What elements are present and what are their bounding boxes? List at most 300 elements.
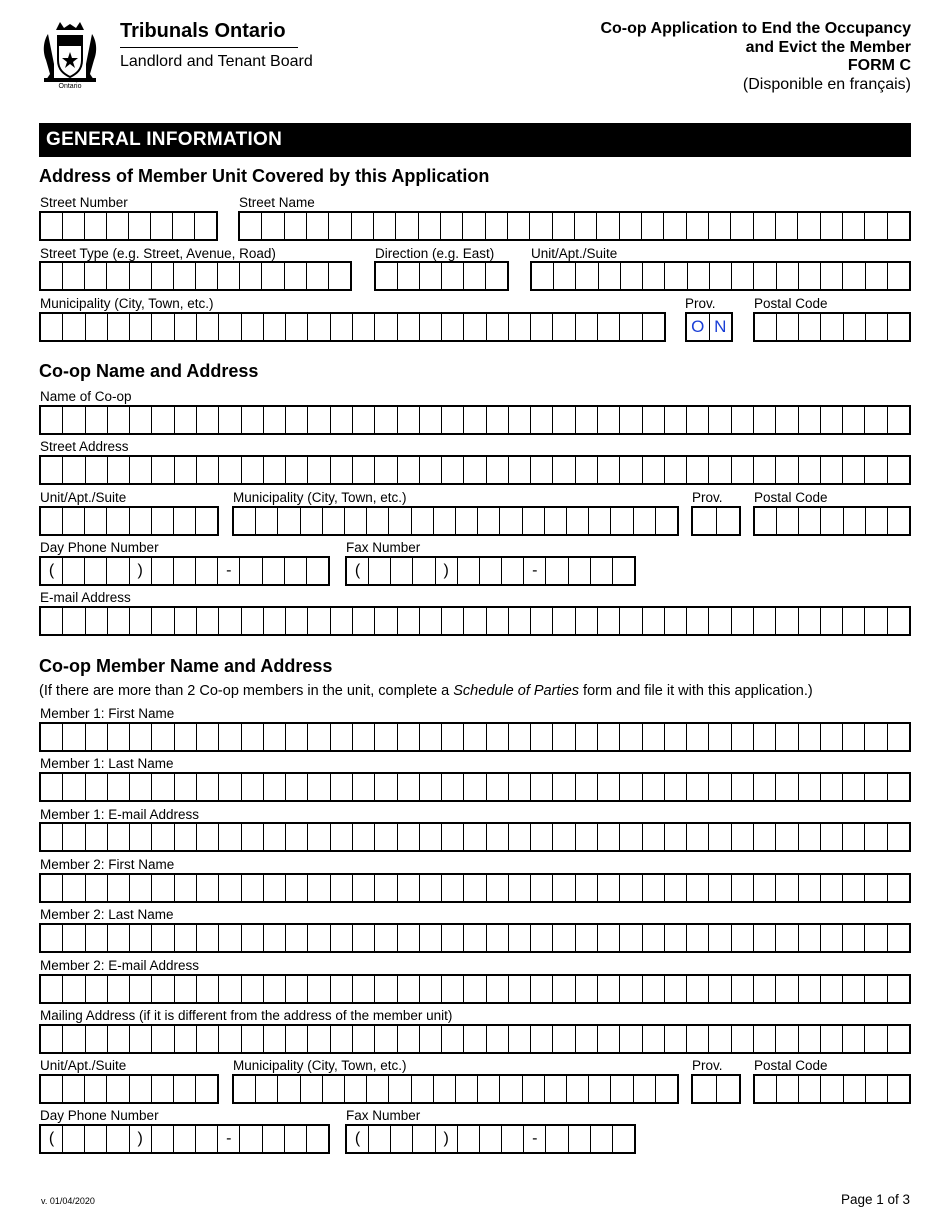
char-cell[interactable]	[730, 213, 752, 239]
char-cell[interactable]	[655, 508, 677, 534]
char-cell[interactable]	[597, 875, 619, 901]
char-cell[interactable]	[284, 263, 306, 289]
char-cell[interactable]	[107, 774, 129, 800]
char-cell[interactable]	[374, 824, 396, 850]
char-cell[interactable]	[41, 314, 62, 340]
char-cell[interactable]: -	[217, 558, 239, 584]
char-cell[interactable]	[85, 774, 107, 800]
char-cell[interactable]	[664, 976, 686, 1002]
char-cell[interactable]	[390, 558, 412, 584]
char-cell[interactable]	[642, 976, 664, 1002]
char-cell[interactable]	[441, 263, 463, 289]
char-cell[interactable]	[693, 1076, 716, 1102]
char-cell[interactable]	[234, 508, 255, 534]
char-cell[interactable]: (	[354, 562, 361, 579]
char-cell[interactable]	[864, 774, 886, 800]
char-cell[interactable]	[776, 1076, 798, 1102]
char-cell[interactable]	[597, 457, 619, 483]
char-cell[interactable]	[865, 314, 887, 340]
char-cell[interactable]	[285, 925, 307, 951]
char-cell[interactable]	[418, 213, 440, 239]
char-cell[interactable]	[307, 976, 329, 1002]
char-cell[interactable]	[441, 925, 463, 951]
char-cell[interactable]	[151, 407, 173, 433]
char-cell[interactable]	[798, 774, 820, 800]
char-cell[interactable]	[129, 824, 151, 850]
char-cell[interactable]	[107, 1026, 129, 1052]
char-cell[interactable]	[865, 508, 887, 534]
char-cell[interactable]	[300, 508, 322, 534]
char-cell[interactable]: -	[523, 1126, 545, 1152]
char-cell[interactable]	[552, 724, 574, 750]
char-cell[interactable]	[486, 824, 508, 850]
char-cell[interactable]	[865, 263, 887, 289]
char-cell[interactable]	[41, 1026, 62, 1052]
char-cell[interactable]	[552, 774, 574, 800]
char-cell[interactable]	[263, 1026, 285, 1052]
char-cell[interactable]	[352, 1026, 374, 1052]
char-cell[interactable]	[41, 1076, 62, 1102]
char-cell[interactable]	[708, 407, 730, 433]
char-cell[interactable]	[107, 824, 129, 850]
char-cell[interactable]	[373, 213, 395, 239]
char-cell[interactable]	[530, 976, 552, 1002]
char-cell[interactable]	[196, 774, 218, 800]
char-cell[interactable]	[195, 1076, 217, 1102]
char-cell[interactable]	[419, 824, 441, 850]
char-cell[interactable]	[463, 407, 485, 433]
char-cell[interactable]	[544, 1076, 566, 1102]
char-cell[interactable]	[588, 508, 610, 534]
char-cell[interactable]	[307, 774, 329, 800]
char-cell[interactable]	[486, 875, 508, 901]
char-cell[interactable]	[798, 263, 820, 289]
char-cell[interactable]	[150, 213, 172, 239]
char-cell[interactable]	[708, 213, 730, 239]
char-cell[interactable]	[731, 976, 753, 1002]
char-cell[interactable]	[62, 608, 84, 634]
char-cell[interactable]	[173, 508, 195, 534]
m2-last-input[interactable]	[39, 923, 911, 953]
char-cell[interactable]	[440, 213, 462, 239]
char-cell[interactable]	[797, 213, 819, 239]
char-cell[interactable]	[619, 875, 641, 901]
char-cell[interactable]	[619, 213, 641, 239]
member-prov-input[interactable]	[691, 1074, 741, 1104]
char-cell[interactable]	[218, 875, 240, 901]
char-cell[interactable]	[419, 457, 441, 483]
char-cell[interactable]	[597, 824, 619, 850]
char-cell[interactable]	[41, 263, 62, 289]
char-cell[interactable]	[174, 774, 196, 800]
char-cell[interactable]	[842, 608, 864, 634]
char-cell[interactable]	[84, 508, 106, 534]
char-cell[interactable]	[753, 724, 775, 750]
char-cell[interactable]	[352, 875, 374, 901]
char-cell[interactable]	[395, 213, 417, 239]
char-cell[interactable]	[552, 407, 574, 433]
char-cell[interactable]	[41, 724, 62, 750]
char-cell[interactable]	[731, 724, 753, 750]
char-cell[interactable]	[328, 213, 350, 239]
char-cell[interactable]	[85, 314, 107, 340]
char-cell[interactable]	[285, 1026, 307, 1052]
char-cell[interactable]: )	[435, 1126, 457, 1152]
char-cell[interactable]	[842, 724, 864, 750]
char-cell[interactable]	[374, 774, 396, 800]
char-cell[interactable]	[798, 875, 820, 901]
char-cell[interactable]	[106, 508, 128, 534]
member-postal-input[interactable]	[753, 1074, 911, 1104]
char-cell[interactable]	[798, 976, 820, 1002]
char-cell[interactable]	[84, 263, 106, 289]
char-cell[interactable]	[575, 1026, 597, 1052]
char-cell[interactable]	[633, 508, 655, 534]
char-cell[interactable]	[501, 558, 523, 584]
char-cell[interactable]	[107, 925, 129, 951]
char-cell[interactable]	[755, 508, 776, 534]
char-cell[interactable]	[241, 457, 263, 483]
char-cell[interactable]: (	[48, 1130, 55, 1147]
char-cell[interactable]	[397, 314, 419, 340]
char-cell[interactable]	[41, 457, 62, 483]
char-cell[interactable]	[477, 508, 499, 534]
char-cell[interactable]	[457, 558, 479, 584]
char-cell[interactable]	[642, 407, 664, 433]
char-cell[interactable]	[441, 314, 463, 340]
char-cell[interactable]	[486, 925, 508, 951]
char-cell[interactable]	[352, 976, 374, 1002]
char-cell[interactable]	[755, 314, 776, 340]
char-cell[interactable]	[887, 608, 909, 634]
char-cell[interactable]	[62, 875, 84, 901]
char-cell[interactable]	[263, 314, 285, 340]
char-cell[interactable]	[843, 508, 865, 534]
char-cell[interactable]: )	[435, 558, 457, 584]
char-cell[interactable]	[552, 213, 574, 239]
char-cell[interactable]	[864, 1026, 886, 1052]
char-cell[interactable]	[263, 976, 285, 1002]
char-cell[interactable]	[552, 457, 574, 483]
char-cell[interactable]	[842, 213, 864, 239]
char-cell[interactable]	[530, 774, 552, 800]
char-cell[interactable]	[106, 263, 128, 289]
member-municipality-input[interactable]	[232, 1074, 679, 1104]
char-cell[interactable]	[218, 314, 240, 340]
char-cell[interactable]	[820, 774, 842, 800]
char-cell[interactable]	[41, 407, 62, 433]
char-cell[interactable]	[798, 824, 820, 850]
char-cell[interactable]	[708, 875, 730, 901]
char-cell[interactable]	[864, 407, 886, 433]
char-cell[interactable]	[864, 608, 886, 634]
char-cell[interactable]	[374, 724, 396, 750]
char-cell[interactable]	[486, 608, 508, 634]
char-cell[interactable]	[128, 213, 150, 239]
char-cell[interactable]	[775, 976, 797, 1002]
char-cell[interactable]	[462, 213, 484, 239]
char-cell[interactable]	[597, 976, 619, 1002]
char-cell[interactable]	[151, 1126, 173, 1152]
char-cell[interactable]	[196, 457, 218, 483]
char-cell[interactable]	[411, 1076, 433, 1102]
char-cell[interactable]	[151, 263, 173, 289]
char-cell[interactable]	[530, 407, 552, 433]
char-cell[interactable]	[619, 976, 641, 1002]
char-cell[interactable]	[655, 1076, 677, 1102]
char-cell[interactable]	[41, 774, 62, 800]
char-cell[interactable]	[397, 407, 419, 433]
char-cell[interactable]	[455, 508, 477, 534]
char-cell[interactable]	[277, 508, 299, 534]
char-cell[interactable]	[218, 608, 240, 634]
char-cell[interactable]	[366, 508, 388, 534]
char-cell[interactable]	[240, 213, 261, 239]
char-cell[interactable]	[62, 1076, 84, 1102]
char-cell[interactable]	[374, 925, 396, 951]
member-fax-input[interactable]	[345, 1124, 636, 1154]
char-cell[interactable]	[463, 263, 485, 289]
char-cell[interactable]	[174, 407, 196, 433]
char-cell[interactable]	[374, 1026, 396, 1052]
char-cell[interactable]	[463, 824, 485, 850]
char-cell[interactable]: (	[354, 1130, 361, 1147]
char-cell[interactable]	[686, 925, 708, 951]
char-cell[interactable]	[693, 508, 716, 534]
char-cell[interactable]	[41, 824, 62, 850]
char-cell[interactable]	[842, 824, 864, 850]
char-cell[interactable]	[173, 1076, 195, 1102]
char-cell[interactable]	[566, 508, 588, 534]
char-cell[interactable]	[330, 724, 352, 750]
char-cell[interactable]	[820, 457, 842, 483]
char-cell[interactable]	[716, 508, 740, 534]
char-cell[interactable]	[441, 608, 463, 634]
char-cell[interactable]	[610, 1076, 632, 1102]
char-cell[interactable]	[664, 407, 686, 433]
char-cell[interactable]	[463, 1026, 485, 1052]
char-cell[interactable]	[753, 263, 775, 289]
char-cell[interactable]	[708, 976, 730, 1002]
char-cell[interactable]	[217, 263, 239, 289]
char-cell[interactable]	[307, 824, 329, 850]
char-cell[interactable]	[107, 608, 129, 634]
char-cell[interactable]	[709, 263, 731, 289]
char-cell[interactable]	[263, 407, 285, 433]
char-cell[interactable]	[508, 925, 530, 951]
char-cell[interactable]	[664, 925, 686, 951]
char-cell[interactable]	[151, 976, 173, 1002]
char-cell[interactable]	[196, 608, 218, 634]
char-cell[interactable]	[330, 824, 352, 850]
char-cell[interactable]	[575, 875, 597, 901]
char-cell[interactable]	[664, 824, 686, 850]
char-cell[interactable]	[129, 1026, 151, 1052]
char-cell[interactable]	[486, 976, 508, 1002]
char-cell[interactable]	[196, 407, 218, 433]
char-cell[interactable]	[129, 508, 151, 534]
char-cell[interactable]	[820, 724, 842, 750]
char-cell[interactable]	[397, 774, 419, 800]
char-cell[interactable]	[129, 608, 151, 634]
char-cell[interactable]	[798, 1026, 820, 1052]
char-cell[interactable]	[553, 263, 575, 289]
char-cell[interactable]	[887, 824, 909, 850]
char-cell[interactable]	[330, 314, 352, 340]
char-cell[interactable]	[106, 213, 128, 239]
char-cell[interactable]	[307, 314, 329, 340]
char-cell[interactable]	[262, 558, 284, 584]
char-cell[interactable]	[196, 925, 218, 951]
char-cell[interactable]	[545, 1126, 567, 1152]
char-cell[interactable]	[330, 774, 352, 800]
char-cell[interactable]	[820, 314, 842, 340]
char-cell[interactable]	[419, 1026, 441, 1052]
char-cell[interactable]	[397, 724, 419, 750]
char-cell[interactable]	[106, 1076, 128, 1102]
char-cell[interactable]	[241, 774, 263, 800]
m2-first-input[interactable]	[39, 873, 911, 903]
char-cell[interactable]	[588, 1076, 610, 1102]
char-cell[interactable]	[195, 508, 217, 534]
char-cell[interactable]	[241, 976, 263, 1002]
char-cell[interactable]	[218, 724, 240, 750]
char-cell[interactable]	[397, 925, 419, 951]
char-cell[interactable]	[820, 407, 842, 433]
char-cell[interactable]	[731, 457, 753, 483]
char-cell[interactable]	[62, 213, 84, 239]
char-cell[interactable]	[330, 608, 352, 634]
char-cell[interactable]	[552, 976, 574, 1002]
member-unit-input[interactable]	[39, 1074, 219, 1104]
char-cell[interactable]	[107, 407, 129, 433]
coop-street-input[interactable]	[39, 455, 911, 485]
char-cell[interactable]	[686, 774, 708, 800]
char-cell[interactable]	[686, 724, 708, 750]
char-cell[interactable]	[887, 875, 909, 901]
char-cell[interactable]	[457, 1126, 479, 1152]
m1-last-input[interactable]	[39, 772, 911, 802]
char-cell[interactable]	[218, 824, 240, 850]
char-cell[interactable]	[441, 407, 463, 433]
m2-email-input[interactable]	[39, 974, 911, 1004]
char-cell[interactable]	[84, 558, 106, 584]
char-cell[interactable]	[151, 1076, 173, 1102]
char-cell[interactable]	[151, 558, 173, 584]
char-cell[interactable]	[864, 824, 886, 850]
char-cell[interactable]	[753, 608, 775, 634]
char-cell[interactable]	[84, 213, 106, 239]
char-cell[interactable]	[552, 608, 574, 634]
char-cell[interactable]	[307, 1026, 329, 1052]
char-cell[interactable]	[455, 1076, 477, 1102]
char-cell[interactable]	[686, 976, 708, 1002]
char-cell[interactable]	[151, 824, 173, 850]
char-cell[interactable]	[597, 608, 619, 634]
char-cell[interactable]	[397, 1026, 419, 1052]
char-cell[interactable]	[129, 774, 151, 800]
char-cell[interactable]	[62, 976, 84, 1002]
char-cell[interactable]	[477, 1076, 499, 1102]
char-cell[interactable]	[419, 976, 441, 1002]
char-cell[interactable]	[330, 1026, 352, 1052]
char-cell[interactable]	[151, 508, 173, 534]
char-cell[interactable]	[820, 213, 842, 239]
char-cell[interactable]	[842, 457, 864, 483]
char-cell[interactable]	[842, 976, 864, 1002]
char-cell[interactable]	[300, 1076, 322, 1102]
char-cell[interactable]	[306, 263, 328, 289]
char-cell[interactable]	[842, 774, 864, 800]
char-cell[interactable]	[151, 457, 173, 483]
char-cell[interactable]	[664, 457, 686, 483]
char-cell[interactable]	[196, 724, 218, 750]
char-cell[interactable]	[62, 724, 84, 750]
char-cell[interactable]	[486, 774, 508, 800]
char-cell[interactable]	[41, 875, 62, 901]
char-cell[interactable]	[441, 1026, 463, 1052]
char-cell[interactable]: )	[129, 558, 151, 584]
char-cell[interactable]	[486, 314, 508, 340]
char-cell[interactable]	[775, 608, 797, 634]
char-cell[interactable]	[62, 558, 84, 584]
char-cell[interactable]	[619, 724, 641, 750]
char-cell[interactable]	[106, 1126, 128, 1152]
char-cell[interactable]	[330, 976, 352, 1002]
char-cell[interactable]	[174, 457, 196, 483]
char-cell[interactable]	[642, 1026, 664, 1052]
char-cell[interactable]	[731, 824, 753, 850]
char-cell[interactable]	[352, 314, 374, 340]
char-cell[interactable]	[218, 1026, 240, 1052]
char-cell[interactable]	[708, 608, 730, 634]
char-cell[interactable]	[731, 774, 753, 800]
char-cell[interactable]	[374, 407, 396, 433]
char-cell[interactable]	[129, 1076, 151, 1102]
char-cell[interactable]	[277, 1076, 299, 1102]
char-cell[interactable]	[262, 1126, 284, 1152]
char-cell[interactable]	[352, 407, 374, 433]
char-cell[interactable]	[388, 1076, 410, 1102]
char-cell[interactable]	[753, 1026, 775, 1052]
char-cell[interactable]	[218, 976, 240, 1002]
char-cell[interactable]	[412, 558, 434, 584]
coop-prov-input[interactable]	[691, 506, 741, 536]
char-cell[interactable]	[366, 1076, 388, 1102]
char-cell[interactable]	[218, 774, 240, 800]
char-cell[interactable]	[411, 508, 433, 534]
street-name-input[interactable]	[238, 211, 911, 241]
char-cell[interactable]	[753, 457, 775, 483]
char-cell[interactable]	[376, 263, 397, 289]
char-cell[interactable]	[218, 925, 240, 951]
char-cell[interactable]	[419, 608, 441, 634]
char-cell[interactable]	[843, 314, 865, 340]
char-cell[interactable]	[798, 457, 820, 483]
char-cell[interactable]	[575, 407, 597, 433]
char-cell[interactable]	[568, 1126, 590, 1152]
char-cell[interactable]	[552, 824, 574, 850]
char-cell[interactable]	[239, 1126, 261, 1152]
char-cell[interactable]	[753, 976, 775, 1002]
char-cell[interactable]	[463, 774, 485, 800]
char-cell[interactable]	[843, 1076, 865, 1102]
char-cell[interactable]	[820, 608, 842, 634]
char-cell[interactable]	[501, 1126, 523, 1152]
char-cell[interactable]	[322, 1076, 344, 1102]
char-cell[interactable]	[285, 407, 307, 433]
char-cell[interactable]	[85, 925, 107, 951]
